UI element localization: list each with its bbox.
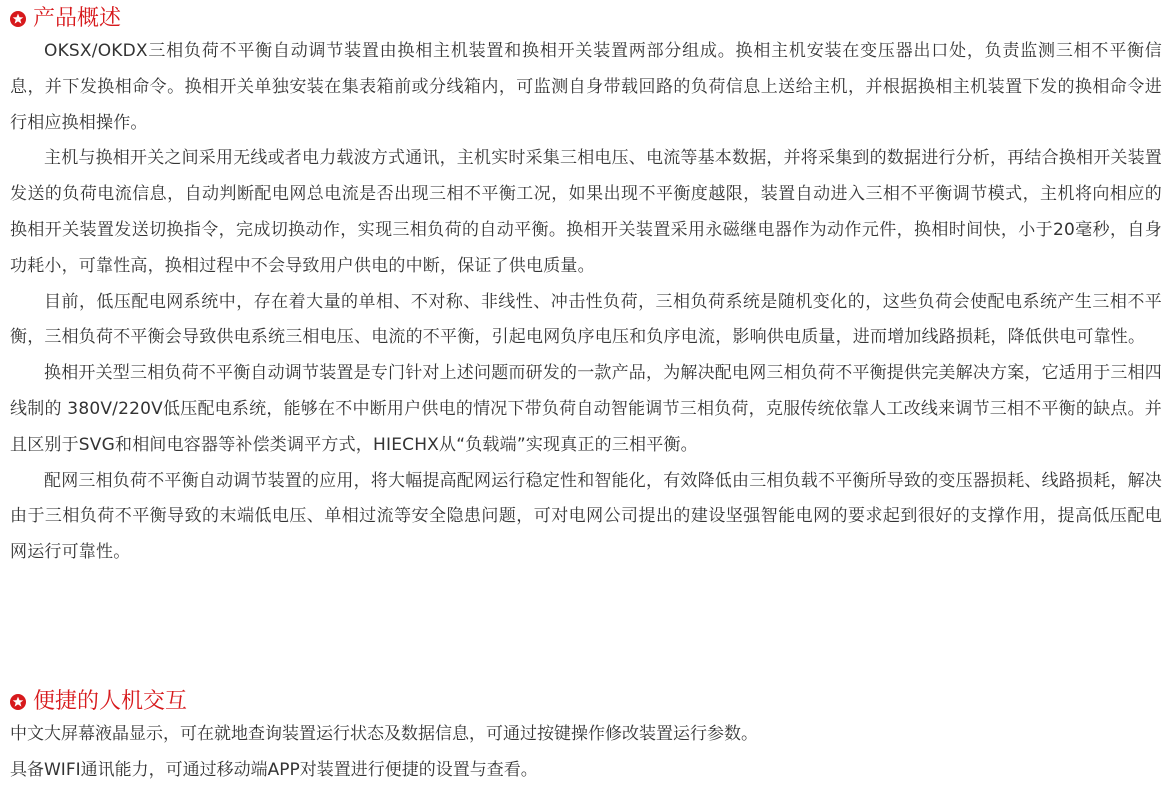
section-product-overview <box>10 4 1162 571</box>
star-circle-icon <box>10 694 26 710</box>
section-human-machine-interaction <box>10 687 1162 789</box>
section-title-text: 产品概述 <box>33 6 122 31</box>
paragraph-4: 换相开关型三相负荷不平衡自动调节装置是专门针对上述问题而研发的一款产品，为解决配电网三相负荷不平衡提供完美解决方案，它适用于三相四线制的 380V/220V低压配电系统，能够在不中断用户供电的情况下带负荷自动智能调节三相负荷，克服传统依靠人工改线来调节三相不平衡的缺点。并且区别于SVG和相间电容器等补偿类调平方式，HIECHX从“负载端”实现真正的三相平衡。 <box>10 363 1162 455</box>
section-title-hmi <box>10 687 1162 717</box>
paragraph-1: OKSX/OKDX三相负荷不平衡自动调节装置由换相主机装置和换相开关装置两部分组成。换相主机安装在变压器出口处，负责监测三相不平衡信息，并下发换相命令。换相开关单独安装在集表箱前或分线箱内，可监测自身带载回路的负荷信息上送给主机，并根据换相主机装置下发的换相命令进行相应换相操作。 <box>10 41 1162 133</box>
section-title-product-overview <box>10 4 1162 34</box>
paragraph-3: 目前，低压配电网系统中，存在着大量的单相、不对称、非线性、冲击性负荷，三相负荷系统是随机变化的，这些负荷会使配电系统产生三相不平衡，三相负荷不平衡会导致供电系统三相电压、电流的不平衡，引起电网负序电压和负序电流，影响供电质量，进而增加线路损耗，降低供电可靠性。 <box>10 291 1162 348</box>
hmi-line-1: 中文大屏幕液晶显示，可在就地查询装置运行状态及数据信息，可通过按键操作修改装置运行参数。 <box>10 724 758 744</box>
star-circle-icon <box>10 11 26 27</box>
section-title-text: 便捷的人机交互 <box>33 689 188 714</box>
paragraph-2: 主机与换相开关之间采用无线或者电力载波方式通讯，主机实时采集三相电压、电流等基本数据，并将采集到的数据进行分析，再结合换相开关装置发送的负荷电流信息，自动判断配电网总电流是否出现三相不平衡工况，如果出现不平衡度越限，装置自动进入三相不平衡调节模式，主机将向相应的换相开关装置发送切换指令，完成切换动作，实现三相负荷的自动平衡。换相开关装置采用永磁继电器作为动作元件，换相时间快，小于20毫秒，自身功耗小，可靠性高，换相过程中不会导致用户供电的中断，保证了供电质量。 <box>10 148 1162 276</box>
hmi-line-2: 具备WIFI通讯能力，可通过移动端APP对装置进行便捷的设置与查看。 <box>10 759 538 780</box>
paragraph-5: 配网三相负荷不平衡自动调节装置的应用，将大幅提高配网运行稳定性和智能化，有效降低由三相负载不平衡所导致的变压器损耗、线路损耗，解决由于三相负荷不平衡导致的末端低电压、单相过流等安全隐患问题，可对电网公司提出的建设坚强智能电网的要求起到很好的支撑作用，提高低压配电网运行可靠性。 <box>10 470 1162 563</box>
